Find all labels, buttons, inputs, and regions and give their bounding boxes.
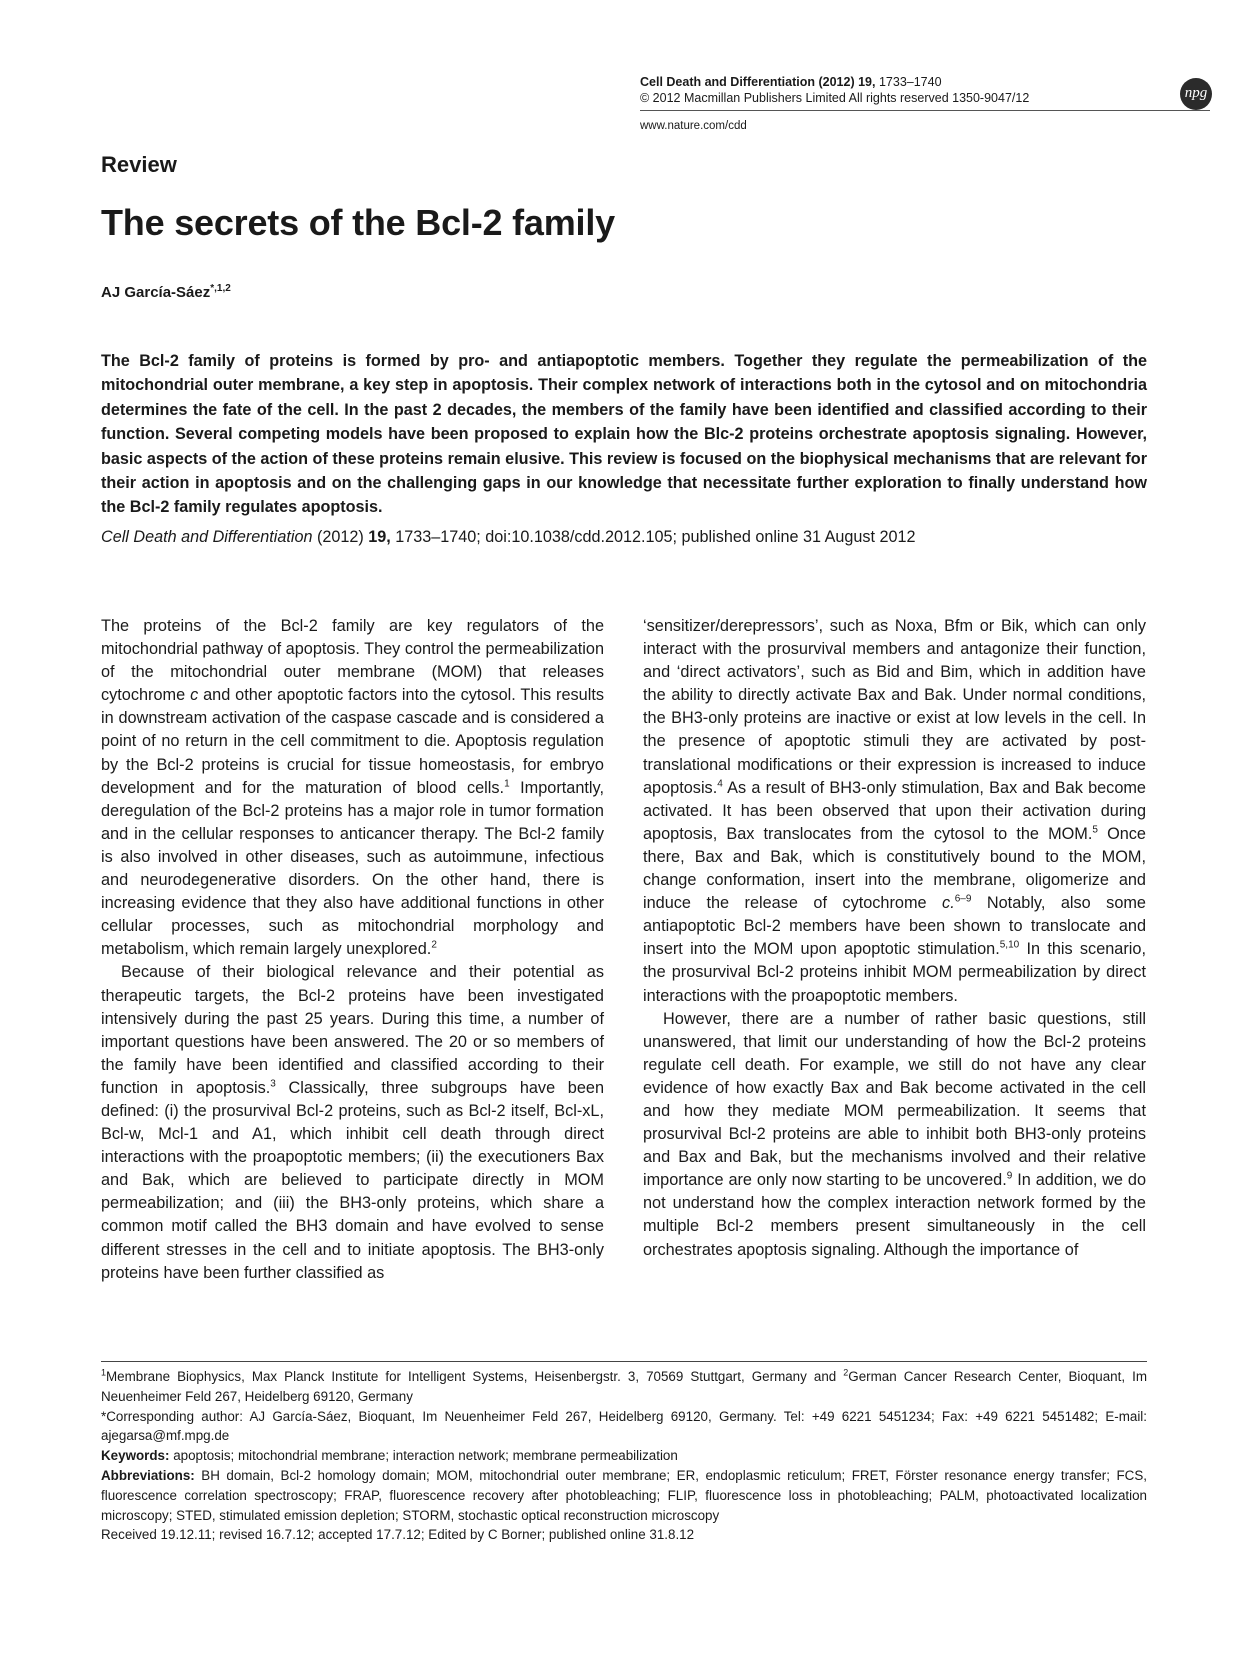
citation-line bbox=[101, 525, 1147, 549]
text-run: Once there, Bax and Bak, which is constitutively bound to the MOM, change conformation, insert into the membrane, oligomerize and induce the release of cytochrome bbox=[643, 824, 1146, 913]
citation-journal: Cell Death and Differentiation bbox=[101, 528, 313, 546]
author-line bbox=[101, 283, 231, 301]
italic-text: c. bbox=[942, 894, 955, 913]
citation-volume: 19, bbox=[368, 528, 391, 546]
article-title: The secrets of the Bcl-2 family bbox=[101, 202, 615, 243]
body-column-right bbox=[643, 615, 1146, 1262]
italic-text: c bbox=[190, 686, 199, 705]
journal-name: Cell Death and Differentiation (2012) 19, bbox=[640, 75, 876, 89]
journal-header bbox=[640, 74, 1110, 132]
paragraph bbox=[101, 615, 604, 961]
text-run: ‘sensitizer/derepressors’, such as Noxa, Bfm or Bik, which can only interact with the prosurvival members and antagonize their function, and ‘direct activators’, such as Bid and Bim, which in addition have the ability to directly activate Bax and Bak. Under normal conditions, the BH3-only proteins are inactive or exist at low levels in the cell. In the presence of apoptotic stimuli they are activated by post-translational modifications or their expression is increased to induce apoptosis. bbox=[643, 617, 1146, 797]
paragraph bbox=[643, 615, 1146, 1008]
copyright-line: © 2012 Macmillan Publishers Limited All rights reserved 1350-9047/12 bbox=[640, 91, 1030, 105]
affiliations bbox=[101, 1367, 1147, 1407]
text-run: However, there are a number of rather basic questions, still unanswered, that limit our understanding of how the Bcl-2 proteins regulate cell death. For example, we still do not have any clear evidence of how exactly Bax and Bak become activated in the cell and how they mediate MOM permeabilization. It seems that prosurvival Bcl-2 proteins are able to inhibit both BH3-only proteins and Bax and Bak, but the mechanisms involved and their relative importance are only now starting to be uncovered. bbox=[643, 1009, 1146, 1190]
footnotes bbox=[101, 1367, 1147, 1545]
reference-mark[interactable]: 4 bbox=[717, 778, 723, 790]
reference-mark[interactable]: 1 bbox=[504, 778, 510, 790]
abbreviations bbox=[101, 1466, 1147, 1525]
text-run: Importantly, deregulation of the Bcl-2 proteins has a major role in tumor formation and in the cellular responses to anticancer therapy. The Bcl-2 family is also involved in other diseases, such as autoimmune, infectious and neurodegenerative disorders. On the other hand, there is increasing evidence that they also have additional functions in other cellular processes, such as mitochondrial morphology and metabolism, which remain largely unexplored. bbox=[101, 778, 605, 959]
keywords bbox=[101, 1446, 1147, 1466]
footnote-rule bbox=[101, 1361, 1147, 1362]
affiliation-2: German Cancer Research Center, Bioquant, Im Neuenheimer Feld 267, Heidelberg 69120, Germany bbox=[101, 1369, 1147, 1404]
corresponding-author: *Corresponding author: AJ García-Sáez, Bioquant, Im Neuenheimer Feld 267, Heidelberg 69120, Germany. Tel: +49 6221 5451234; Fax: +49 6221 5451482; E-mail: ajegarsa@mf.mpg.de bbox=[101, 1408, 1147, 1444]
abstract: The Bcl-2 family of proteins is formed by pro- and antiapoptotic members. Together they regulate the permeabilization of the mitochondrial outer membrane, a key step in apoptosis. Their complex network of interactions both in the cytosol and on mitochondria determines the fate of the cell. In the past 2 decades, the members of the family have been identified and classified according to their function. Several competing models have been proposed to explain how the Blc-2 proteins orchestrate apoptosis signaling. However, basic aspects of the action of these proteins remain elusive. This review is focused on the biophysical mechanisms that are relevant for their action in apoptosis and on the challenging gaps in our knowledge that necessitate further exploration to finally understand how the Bcl-2 family regulates apoptosis. bbox=[101, 352, 1147, 517]
author-name: AJ García-Sáez bbox=[101, 284, 211, 301]
citation-details: 1733–1740; doi:10.1038/cdd.2012.105; published online 31 August 2012 bbox=[395, 528, 916, 546]
reference-mark[interactable]: 2 bbox=[431, 939, 437, 951]
reference-mark[interactable]: 5 bbox=[1092, 824, 1098, 836]
section-label: Review bbox=[101, 152, 177, 177]
npg-logo: npg bbox=[1180, 78, 1212, 110]
text-run: Classically, three subgroups have been defined: (i) the prosurvival Bcl-2 proteins, such as Bcl-2 itself, Bcl-xL, Bcl-w, Mcl-1 and A1, which inhibit cell death through direct interactions with the proapoptotic members; (ii) the executioners Bax and Bak, which are believed to participate directly in MOM permeabilization; and (iii) the BH3-only proteins, which share a common motif called the BH3 domain and have evolved to sense different stresses in the cell and to initiate apoptosis. The BH3-only proteins have been further classified as bbox=[101, 1078, 605, 1282]
header-rule bbox=[640, 110, 1210, 111]
paragraph bbox=[643, 1008, 1146, 1262]
keywords-label: Keywords: bbox=[101, 1448, 170, 1464]
keywords-list: apoptosis; mitochondrial membrane; interaction network; membrane permeabilization bbox=[173, 1448, 678, 1464]
text-run: Notably, also some antiapoptotic Bcl-2 members have been shown to translocate and insert into the MOM upon apoptotic stimulation. bbox=[643, 894, 1146, 959]
abbreviations-list: BH domain, Bcl-2 homology domain; MOM, mitochondrial outer membrane; ER, endoplasmic reticulum; FRET, Förster resonance energy transfer; FCS, fluorescence correlation spectroscopy; FRAP, fluorescence recovery after photobleaching; FLIP, fluorescence loss in photobleaching; PALM, photoactivated localization microscopy; STED, stimulated emission depletion; STORM, stochastic optical reconstruction microscopy bbox=[101, 1467, 1147, 1523]
abbreviations-label: Abbreviations: bbox=[101, 1467, 195, 1483]
text-run: Because of their biological relevance and their potential as therapeutic targets, the Bcl-2 proteins have been investigated intensively during the past 25 years. During this time, a number of important questions have been answered. The 20 or so members of the family have been identified and classified according to their function in apoptosis. bbox=[101, 963, 604, 1097]
paragraph bbox=[101, 961, 604, 1284]
reference-mark[interactable]: 5,10 bbox=[999, 939, 1020, 951]
text-run: In this scenario, the prosurvival Bcl-2 proteins inhibit MOM permeabilization by direct interactions with the proapoptotic members. bbox=[643, 940, 1146, 1005]
text-run: and other apoptotic factors into the cytosol. This results in downstream activation of the caspase cascade and is considered a point of no return in the cell commitment to die. Apoptosis regulation by the Bcl-2 proteins is crucial for tissue homeostasis, for embryo development and for the maturation of blood cells. bbox=[101, 686, 604, 797]
journal-line bbox=[640, 74, 1110, 90]
text-run: In addition, we do not understand how the complex interaction network formed by the multiple Bcl-2 members present simultaneously in the cell orchestrates apoptosis signaling. Although the importance of bbox=[643, 1171, 1146, 1259]
journal-pages: 1733–1740 bbox=[878, 75, 942, 89]
reference-mark[interactable]: 3 bbox=[270, 1078, 276, 1090]
body-column-left bbox=[101, 615, 604, 1285]
affiliation-mark: 2 bbox=[843, 1367, 849, 1378]
author-affiliation-marks: *,1,2 bbox=[210, 283, 231, 294]
text-run: The proteins of the Bcl-2 family are key regulators of the mitochondrial pathway of apoptosis. They control the permeabilization of the mitochondrial outer membrane (MOM) that releases cytochrome bbox=[101, 617, 604, 705]
affiliation-1: Membrane Biophysics, Max Planck Institute for Intelligent Systems, Heisenbergstr. 3, 70569 Stuttgart, Germany and bbox=[106, 1369, 844, 1384]
received-dates: Received 19.12.11; revised 16.7.12; accepted 17.7.12; Edited by C Borner; published online 31.8.12 bbox=[101, 1527, 695, 1543]
text-run: As a result of BH3-only stimulation, Bax and Bak become activated. It has been observed that upon their activation during apoptosis, Bax translocates from the cytosol to the MOM. bbox=[643, 778, 1146, 843]
affiliation-mark: 1 bbox=[101, 1367, 107, 1378]
reference-mark[interactable]: 6–9 bbox=[954, 893, 972, 905]
citation-year: (2012) bbox=[316, 528, 364, 546]
journal-url[interactable]: www.nature.com/cdd bbox=[640, 120, 747, 132]
reference-mark[interactable]: 9 bbox=[1006, 1170, 1013, 1182]
